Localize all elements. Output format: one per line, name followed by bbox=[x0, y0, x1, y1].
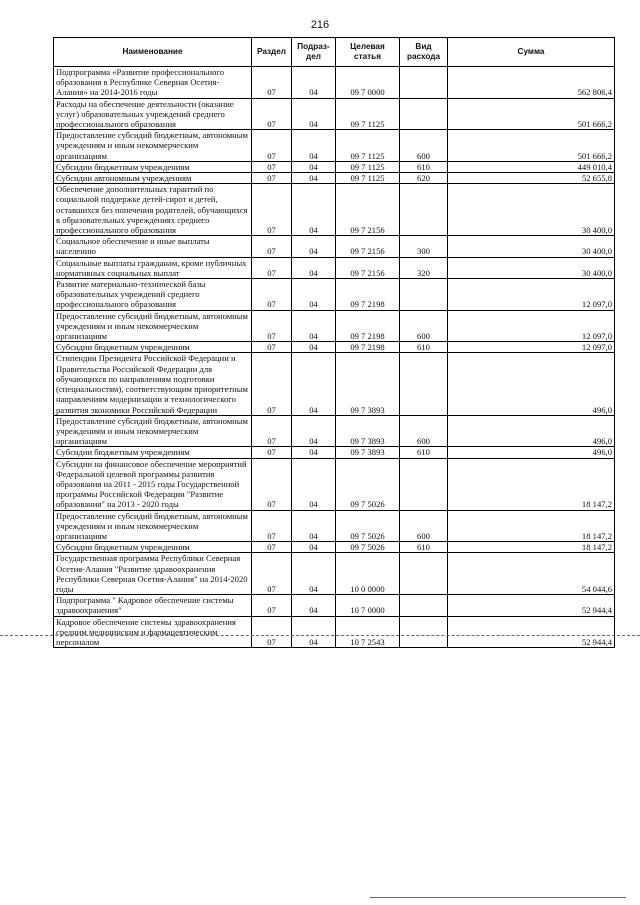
row-expense-type: 320 bbox=[400, 257, 448, 278]
table-row bbox=[54, 595, 615, 616]
col-header-name: Наименование bbox=[54, 38, 252, 67]
row-subsection: 04 bbox=[292, 173, 336, 184]
row-expense-type: 610 bbox=[400, 161, 448, 172]
row-section: 07 bbox=[252, 67, 292, 99]
row-subsection: 04 bbox=[292, 310, 336, 342]
row-expense-type: 610 bbox=[400, 542, 448, 553]
row-section: 07 bbox=[252, 161, 292, 172]
row-expense-type: 620 bbox=[400, 173, 448, 184]
row-subsection: 04 bbox=[292, 161, 336, 172]
row-expense-type bbox=[400, 184, 448, 236]
row-amount: 496,0 bbox=[448, 353, 615, 415]
row-amount: 30 400,0 bbox=[448, 236, 615, 257]
table-row bbox=[54, 353, 615, 415]
table-row bbox=[54, 310, 615, 342]
row-target-article: 10 0 0000 bbox=[336, 553, 400, 595]
page-number: 216 bbox=[310, 19, 330, 31]
table-row bbox=[54, 342, 615, 353]
row-name: Субсидии на финансовое обеспечение мероприятий Федеральной целевой программы развития образования на 2011 - 2015 годы Государственной программы Российской Федерации "Развитие образования" на 2013 - 2020 годы bbox=[54, 458, 252, 510]
row-name: Стипендии Президента Российской Федерации и Правительства Российской Федерации для обучающихся по направлениям подготовки (специальностям), соответствующим приоритетным направлениям модернизации и технологического развития экономики Российской Федерации bbox=[54, 353, 252, 415]
row-expense-type bbox=[400, 98, 448, 130]
col-header-section: Раздел bbox=[252, 38, 292, 67]
row-section: 07 bbox=[252, 342, 292, 353]
table-row bbox=[54, 184, 615, 236]
row-target-article: 09 7 1125 bbox=[336, 173, 400, 184]
row-name: Субсидии бюджетным учреждениям bbox=[54, 161, 252, 172]
row-subsection: 04 bbox=[292, 130, 336, 162]
row-section: 07 bbox=[252, 184, 292, 236]
row-target-article: 09 7 2198 bbox=[336, 342, 400, 353]
row-subsection: 04 bbox=[292, 458, 336, 510]
row-name: Развитие материально-технической базы образовательных учреждений среднего профессионального образования bbox=[54, 279, 252, 311]
row-expense-type bbox=[400, 616, 448, 648]
row-target-article: 09 7 3893 bbox=[336, 415, 400, 447]
table-row bbox=[54, 542, 615, 553]
row-amount: 562 806,4 bbox=[448, 67, 615, 99]
table-row bbox=[54, 279, 615, 311]
row-subsection: 04 bbox=[292, 510, 336, 542]
row-name: Подпрограмма «Развитие профессионального образования в Республике Северная Осетия-Алания» на 2014-2016 годы bbox=[54, 67, 252, 99]
row-section: 07 bbox=[252, 542, 292, 553]
row-target-article: 09 7 5026 bbox=[336, 510, 400, 542]
row-section: 07 bbox=[252, 310, 292, 342]
row-subsection: 04 bbox=[292, 616, 336, 648]
row-amount: 496,0 bbox=[448, 447, 615, 458]
row-amount: 496,0 bbox=[448, 415, 615, 447]
table-row bbox=[54, 257, 615, 278]
row-expense-type bbox=[400, 553, 448, 595]
row-subsection: 04 bbox=[292, 98, 336, 130]
row-amount: 30 400,0 bbox=[448, 257, 615, 278]
row-amount: 12 097,0 bbox=[448, 310, 615, 342]
row-section: 07 bbox=[252, 553, 292, 595]
row-target-article: 09 7 1125 bbox=[336, 130, 400, 162]
row-expense-type bbox=[400, 67, 448, 99]
scan-artifact-line bbox=[370, 897, 626, 898]
row-expense-type bbox=[400, 595, 448, 616]
row-name: Кадровое обеспечение системы здравоохранения средним медицинским и фармацевтическим персоналом bbox=[54, 616, 252, 648]
row-target-article: 09 7 3893 bbox=[336, 353, 400, 415]
table-header-row bbox=[54, 38, 615, 67]
scan-artifact-line bbox=[0, 635, 640, 636]
table-row bbox=[54, 67, 615, 99]
row-target-article: 09 7 2198 bbox=[336, 279, 400, 311]
row-name: Субсидии бюджетным учреждениям bbox=[54, 342, 252, 353]
row-section: 07 bbox=[252, 130, 292, 162]
row-name: Предоставление субсидий бюджетным, автономным учреждениям и иным некоммерческим организациям bbox=[54, 415, 252, 447]
row-name: Предоставление субсидий бюджетным, автономным учреждениям и иным некоммерческим организациям bbox=[54, 510, 252, 542]
row-subsection: 04 bbox=[292, 184, 336, 236]
table-row bbox=[54, 415, 615, 447]
row-name: Предоставление субсидий бюджетным, автономным учреждениям и иным некоммерческим организациям bbox=[54, 130, 252, 162]
row-name: Обеспечение дополнительных гарантий по социальной поддержке детей-сирот и детей, оставшихся без попечения родителей, обучающихся в образовательных учреждениях среднего профессионального образования bbox=[54, 184, 252, 236]
row-expense-type bbox=[400, 279, 448, 311]
row-section: 07 bbox=[252, 257, 292, 278]
table-row bbox=[54, 130, 615, 162]
col-header-amount: Сумма bbox=[448, 38, 615, 67]
row-amount: 18 147,2 bbox=[448, 542, 615, 553]
row-amount: 30 400,0 bbox=[448, 184, 615, 236]
row-section: 07 bbox=[252, 173, 292, 184]
row-target-article: 09 7 1125 bbox=[336, 161, 400, 172]
row-expense-type: 600 bbox=[400, 310, 448, 342]
col-header-expense-type: Вид расхода bbox=[400, 38, 448, 67]
row-expense-type: 600 bbox=[400, 510, 448, 542]
row-expense-type bbox=[400, 458, 448, 510]
row-target-article: 09 7 5026 bbox=[336, 458, 400, 510]
row-name: Государственная программа Республики Северная Осетия-Алания "Развитие здравоохранения Республики Северная Осетия-Алания" на 2014-2020 годы bbox=[54, 553, 252, 595]
row-section: 07 bbox=[252, 447, 292, 458]
row-name: Социальные выплаты гражданам, кроме публичных нормативных социальных выплат bbox=[54, 257, 252, 278]
row-amount: 54 044,6 bbox=[448, 553, 615, 595]
row-name: Расходы на обеспечение деятельности (оказание услуг) образовательных учреждений среднего профессионального образования bbox=[54, 98, 252, 130]
table-row bbox=[54, 510, 615, 542]
row-section: 07 bbox=[252, 616, 292, 648]
row-section: 07 bbox=[252, 415, 292, 447]
row-target-article: 09 7 5026 bbox=[336, 542, 400, 553]
row-section: 07 bbox=[252, 458, 292, 510]
row-target-article: 09 7 2156 bbox=[336, 184, 400, 236]
row-subsection: 04 bbox=[292, 553, 336, 595]
row-amount: 18 147,2 bbox=[448, 510, 615, 542]
row-amount: 52 944,4 bbox=[448, 616, 615, 648]
row-target-article: 09 7 1125 bbox=[336, 98, 400, 130]
row-subsection: 04 bbox=[292, 257, 336, 278]
row-target-article: 09 7 0000 bbox=[336, 67, 400, 99]
row-name: Социальное обеспечение и иные выплаты населению bbox=[54, 236, 252, 257]
table-row bbox=[54, 616, 615, 648]
row-subsection: 04 bbox=[292, 542, 336, 553]
row-expense-type: 610 bbox=[400, 447, 448, 458]
row-target-article: 10 7 2543 bbox=[336, 616, 400, 648]
table-row bbox=[54, 173, 615, 184]
row-section: 07 bbox=[252, 510, 292, 542]
row-subsection: 04 bbox=[292, 67, 336, 99]
row-name: Субсидии бюджетным учреждениям bbox=[54, 542, 252, 553]
row-expense-type bbox=[400, 353, 448, 415]
row-section: 07 bbox=[252, 595, 292, 616]
row-amount: 52 944,4 bbox=[448, 595, 615, 616]
row-target-article: 09 7 3893 bbox=[336, 447, 400, 458]
row-name: Подпрограмма " Кадровое обеспечение системы здравоохранения" bbox=[54, 595, 252, 616]
row-subsection: 04 bbox=[292, 279, 336, 311]
row-subsection: 04 bbox=[292, 236, 336, 257]
row-target-article: 09 7 2198 bbox=[336, 310, 400, 342]
row-section: 07 bbox=[252, 98, 292, 130]
table-row bbox=[54, 161, 615, 172]
row-subsection: 04 bbox=[292, 447, 336, 458]
row-section: 07 bbox=[252, 279, 292, 311]
table-row bbox=[54, 98, 615, 130]
row-amount: 52 655,8 bbox=[448, 173, 615, 184]
budget-table bbox=[53, 37, 615, 648]
row-expense-type: 600 bbox=[400, 130, 448, 162]
row-expense-type: 610 bbox=[400, 342, 448, 353]
table-row bbox=[54, 236, 615, 257]
row-name: Субсидии бюджетным учреждениям bbox=[54, 447, 252, 458]
row-expense-type: 600 bbox=[400, 415, 448, 447]
row-section: 07 bbox=[252, 236, 292, 257]
col-header-target-article: Целевая статья bbox=[336, 38, 400, 67]
row-amount: 12 097,0 bbox=[448, 342, 615, 353]
row-amount: 449 010,4 bbox=[448, 161, 615, 172]
row-section: 07 bbox=[252, 353, 292, 415]
row-subsection: 04 bbox=[292, 353, 336, 415]
row-expense-type: 300 bbox=[400, 236, 448, 257]
row-amount: 18 147,2 bbox=[448, 458, 615, 510]
row-amount: 501 666,2 bbox=[448, 130, 615, 162]
table-row bbox=[54, 458, 615, 510]
row-amount: 501 666,2 bbox=[448, 98, 615, 130]
row-target-article: 09 7 2156 bbox=[336, 236, 400, 257]
row-target-article: 09 7 2156 bbox=[336, 257, 400, 278]
row-subsection: 04 bbox=[292, 595, 336, 616]
table-row bbox=[54, 553, 615, 595]
row-name: Предоставление субсидий бюджетным, автономным учреждениям и иным некоммерческим организациям bbox=[54, 310, 252, 342]
row-name: Субсидии автономным учреждениям bbox=[54, 173, 252, 184]
row-target-article: 10 7 0000 bbox=[336, 595, 400, 616]
row-subsection: 04 bbox=[292, 342, 336, 353]
table-row bbox=[54, 447, 615, 458]
col-header-subsection: Подраз-дел bbox=[292, 38, 336, 67]
row-amount: 12 097,0 bbox=[448, 279, 615, 311]
row-subsection: 04 bbox=[292, 415, 336, 447]
